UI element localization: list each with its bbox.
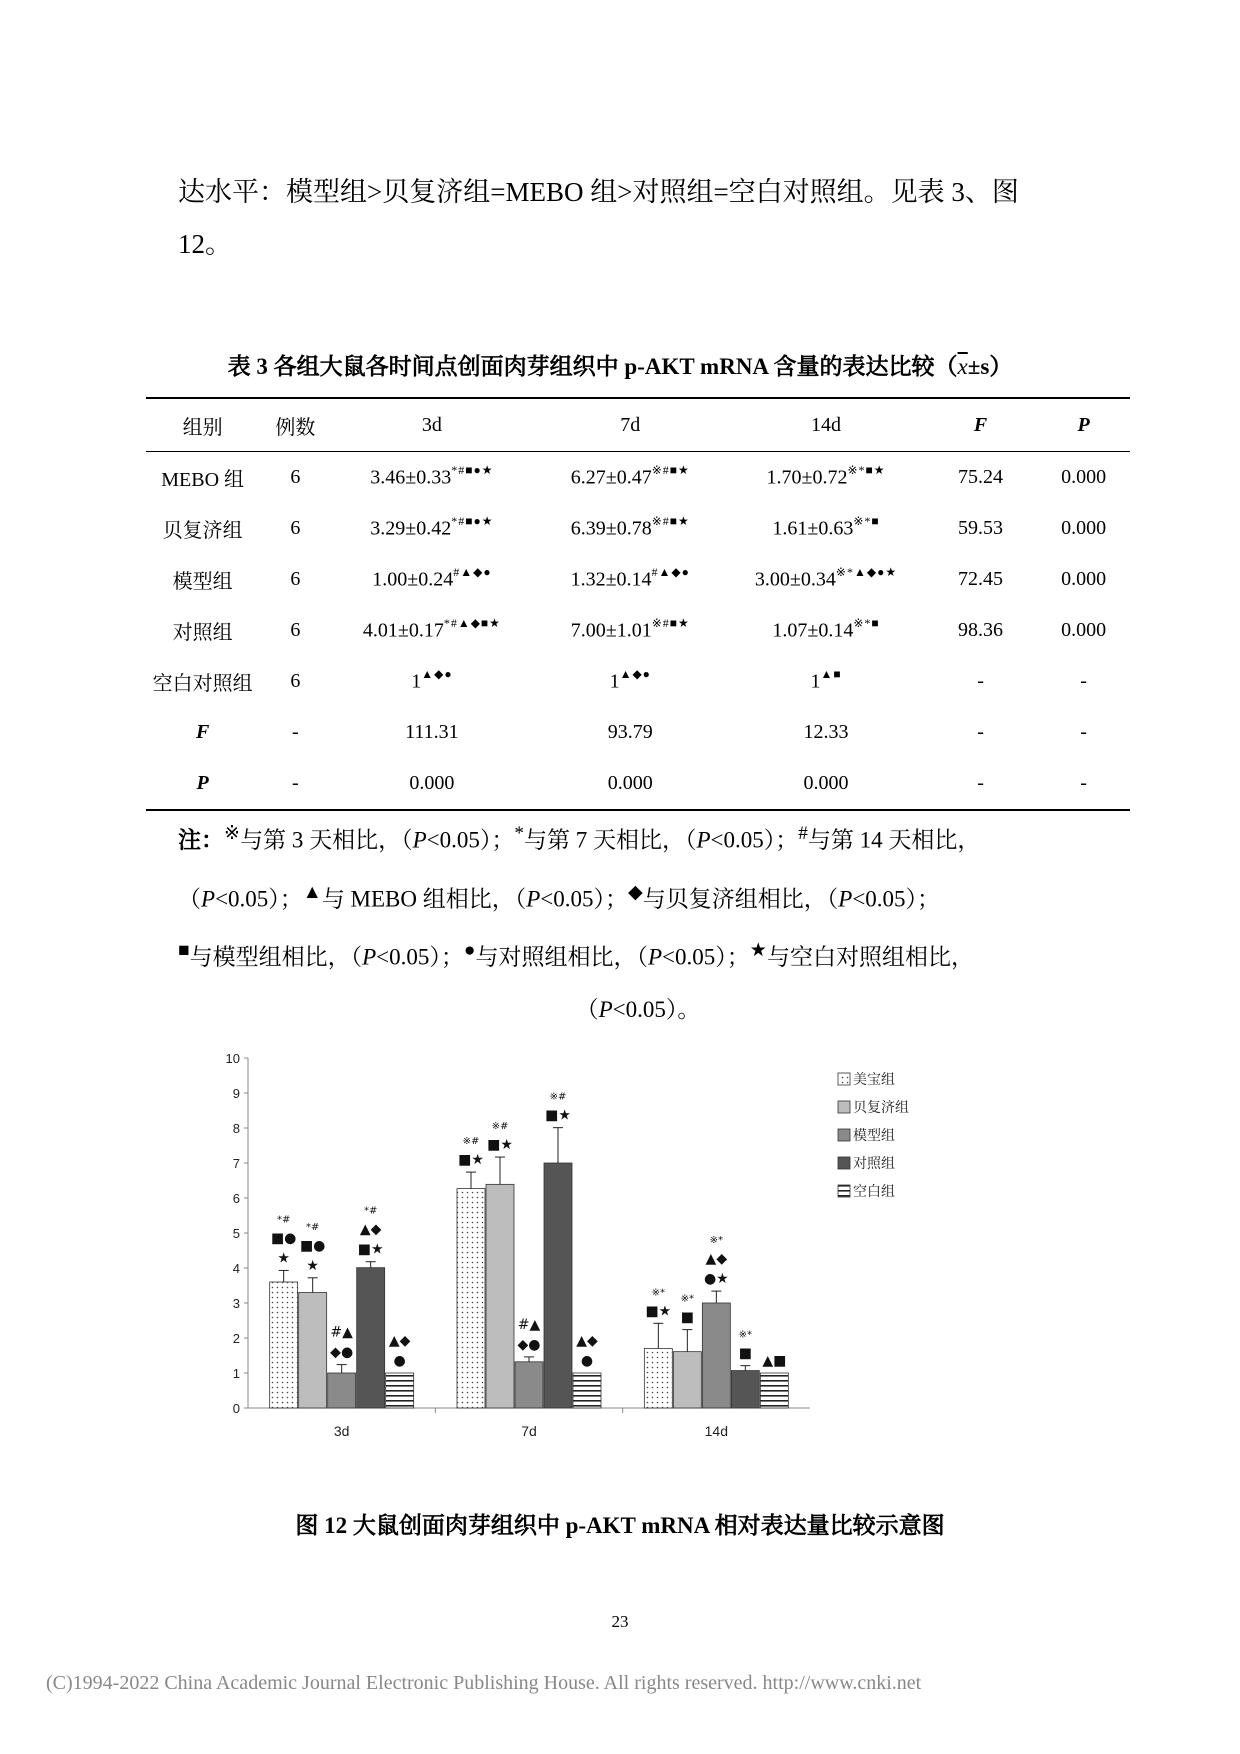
row-f-cell — [924, 707, 1037, 758]
row-group-cell — [146, 656, 259, 707]
row-count-value: - — [292, 721, 299, 743]
table-row — [146, 605, 1130, 656]
legend-swatch — [838, 1129, 850, 1141]
note-text: <0.05）； — [852, 886, 941, 912]
x-tick-label: 3d — [333, 1423, 350, 1439]
y-tick-label: 1 — [232, 1366, 240, 1381]
significance-label: *# — [363, 1205, 378, 1217]
significance-marks: ※#■★ — [651, 463, 690, 478]
y-tick-label: 2 — [232, 1331, 240, 1346]
significance-label: ■ — [680, 1309, 694, 1326]
bar — [386, 1373, 414, 1408]
note-line-1 — [178, 808, 1098, 867]
row-7d-cell — [532, 707, 728, 758]
row-group-cell — [146, 503, 259, 554]
row-p-value: 0.000 — [1061, 619, 1107, 641]
row-count-value: 6 — [290, 517, 301, 539]
row-p-value: - — [1080, 670, 1087, 692]
y-tick-label: 5 — [232, 1226, 240, 1241]
row-p-cell — [1037, 605, 1130, 656]
header-f: F — [924, 398, 1037, 452]
note-p: P — [647, 944, 663, 970]
row-7d-cell — [532, 554, 728, 605]
significance-marks: ▲◆● — [421, 667, 453, 682]
row-14d-cell — [728, 554, 924, 605]
significance-label: ◆● — [517, 1336, 541, 1353]
note-text: 与对照组相比，（ — [475, 944, 648, 970]
note-p: P — [598, 996, 613, 1022]
row-count-cell — [259, 452, 331, 504]
y-tick-label: 8 — [232, 1121, 240, 1136]
note-text: 与贝复济组相比，（ — [642, 886, 839, 912]
row-group-value: 模型组 — [172, 571, 233, 593]
significance-label: ▲◆ — [576, 1333, 598, 1349]
copyright-footer: (C)1994-2022 China Academic Journal Electronic Publishing House. All rights reserved. http://www.cnki.net — [46, 1672, 922, 1694]
bar — [299, 1293, 327, 1409]
row-3d-value: 111.31 — [405, 721, 459, 743]
significance-marks: #▲◆● — [651, 565, 690, 580]
figure-caption: 图 12 大鼠创面肉芽组织中 p-AKT mRNA 相对表达量比较示意图 — [295, 1513, 945, 1538]
table-title-prefix: 表 3 各组大鼠各时间点创面肉芽组织中 p-AKT mRNA 含量的表达比较（ — [227, 354, 958, 379]
row-f-value: 75.24 — [958, 466, 1004, 488]
bar — [457, 1189, 485, 1408]
note-p: P — [201, 886, 216, 912]
paragraph-line-1: 达水平：模型组>贝复济组=MEBO 组>对照组=空白对照组。见表 3、图 — [178, 177, 1019, 207]
table-row — [146, 758, 1130, 810]
row-7d-value: 0.000 — [607, 772, 653, 794]
note-symbol: * — [514, 823, 524, 844]
significance-marks: ※#■★ — [651, 616, 690, 631]
significance-label: ■ — [738, 1345, 752, 1362]
row-p-cell — [1037, 707, 1130, 758]
significance-marks: ▲◆● — [619, 667, 651, 682]
row-f-value: - — [977, 721, 984, 743]
row-14d-cell — [728, 656, 924, 707]
legend-label: 模型组 — [853, 1128, 895, 1144]
row-14d-cell — [728, 605, 924, 656]
legend-swatch — [838, 1185, 850, 1197]
row-3d-value: 1.00±0.24 — [372, 568, 454, 591]
row-3d-cell — [331, 503, 532, 554]
row-group-value: MEBO 组 — [161, 469, 245, 491]
legend-label: 对照组 — [853, 1156, 895, 1172]
row-14d-cell — [728, 503, 924, 554]
row-3d-cell — [331, 656, 532, 707]
y-tick-label: 6 — [232, 1191, 240, 1206]
note-p: P — [526, 886, 541, 912]
row-group-value: P — [196, 772, 209, 794]
x-tick-label: 7d — [521, 1423, 537, 1439]
row-group-cell — [146, 605, 259, 656]
row-14d-cell — [728, 707, 924, 758]
significance-label: ★ — [306, 1257, 319, 1274]
significance-marks: *#■●★ — [451, 514, 494, 529]
row-p-cell — [1037, 452, 1130, 504]
significance-label: ■★ — [458, 1152, 484, 1169]
note-symbol: ◆ — [628, 881, 643, 903]
row-3d-cell — [331, 707, 532, 758]
row-f-value: 59.53 — [958, 517, 1004, 539]
row-14d-value: 1.07±0.14 — [772, 619, 854, 642]
significance-label: ※* — [651, 1287, 666, 1299]
row-p-value: 0.000 — [1061, 517, 1107, 539]
significance-label: ※# — [462, 1136, 480, 1148]
note-p: P — [696, 827, 711, 853]
significance-marks: #▲◆● — [453, 565, 492, 580]
significance-label: #▲ — [330, 1324, 353, 1341]
row-group-cell — [146, 554, 259, 605]
row-p-cell — [1037, 503, 1130, 554]
legend-swatch — [838, 1101, 850, 1113]
legend-label: 美宝组 — [853, 1072, 895, 1088]
row-f-cell — [924, 452, 1037, 504]
significance-label: ※# — [491, 1121, 509, 1133]
note-text: <0.05）。 — [612, 996, 701, 1022]
table-title-xbar: $\overline{x}$ — [957, 354, 968, 379]
header-3d: 3d — [331, 398, 532, 452]
bar-chart — [220, 1050, 1020, 1500]
row-p-value: 0.000 — [1061, 568, 1107, 590]
y-tick-label: 9 — [232, 1086, 240, 1101]
bar — [515, 1362, 543, 1408]
row-p-value: - — [1080, 721, 1087, 743]
row-count-cell — [259, 656, 331, 707]
row-7d-value: 6.39±0.78 — [570, 517, 652, 540]
bar — [760, 1373, 788, 1408]
header-count: 例数 — [259, 398, 331, 452]
body-paragraph — [178, 166, 1098, 270]
note-text: 与第 7 天相比，（ — [523, 827, 697, 853]
row-f-value: 72.45 — [958, 568, 1004, 590]
row-3d-value: 3.46±0.33 — [370, 466, 452, 489]
significance-label: ■★ — [357, 1241, 384, 1258]
significance-marks: ※*■ — [853, 514, 880, 529]
table-title — [0, 348, 1240, 381]
significance-label: ▲◆ — [359, 1221, 382, 1238]
significance-label: ■● — [270, 1230, 297, 1247]
note-p: P — [838, 886, 853, 912]
page-number: 23 — [611, 1612, 629, 1631]
bar — [573, 1373, 601, 1408]
note-line-4 — [178, 984, 1098, 1036]
row-3d-cell — [331, 452, 532, 504]
row-p-cell — [1037, 758, 1130, 810]
bar — [644, 1349, 672, 1409]
row-14d-value: 1 — [810, 670, 821, 693]
row-f-value: 98.36 — [958, 619, 1004, 641]
bar — [270, 1282, 298, 1408]
significance-label: ◆● — [330, 1344, 354, 1361]
note-symbol: ■ — [178, 940, 190, 962]
bar — [328, 1373, 356, 1408]
row-count-cell — [259, 554, 331, 605]
note-text: <0.05）； — [710, 827, 799, 853]
row-count-cell — [259, 605, 331, 656]
row-count-value: 6 — [290, 670, 301, 692]
row-3d-cell — [331, 605, 532, 656]
significance-label: ※* — [709, 1235, 724, 1247]
significance-label: ● — [393, 1353, 406, 1369]
row-count-value: - — [292, 772, 299, 794]
row-group-cell — [146, 707, 259, 758]
significance-label: ▲■ — [762, 1353, 787, 1369]
y-tick-label: 7 — [232, 1156, 240, 1171]
header-14d: 14d — [728, 398, 924, 452]
note-label: 注： — [178, 827, 224, 853]
significance-label: ●★ — [703, 1271, 729, 1288]
row-7d-cell — [532, 452, 728, 504]
paragraph-line-2: 12。 — [178, 229, 232, 259]
significance-label: ▲◆ — [705, 1251, 728, 1268]
note-text: 与 MEBO 组相比，（ — [321, 886, 527, 912]
row-count-cell — [259, 707, 331, 758]
note-symbol: ※ — [224, 823, 241, 844]
significance-marks: ▲■ — [820, 667, 842, 682]
row-p-value: - — [1080, 772, 1087, 794]
table-row — [146, 707, 1130, 758]
row-count-cell — [259, 503, 331, 554]
row-f-cell — [924, 503, 1037, 554]
row-p-value: 0.000 — [1061, 466, 1107, 488]
bar — [731, 1371, 759, 1408]
table-row — [146, 503, 1130, 554]
row-count-cell — [259, 758, 331, 810]
significance-label: ※* — [680, 1293, 695, 1305]
note-text: 与模型组相比，（ — [189, 944, 363, 970]
row-f-cell — [924, 758, 1037, 810]
significance-label: ■★ — [645, 1303, 672, 1320]
row-group-value: 空白对照组 — [152, 673, 253, 695]
row-group-cell — [146, 452, 259, 504]
significance-marks: ※*■ — [853, 616, 880, 631]
significance-label: ★ — [277, 1250, 290, 1267]
table-row — [146, 452, 1130, 504]
significance-label: ※* — [738, 1329, 753, 1341]
row-7d-value: 93.79 — [607, 721, 653, 743]
row-p-cell — [1037, 656, 1130, 707]
row-14d-value: 1.70±0.72 — [766, 466, 848, 489]
x-tick-label: 14d — [704, 1423, 729, 1439]
significance-marks: ※*▲◆●★ — [835, 565, 898, 580]
note-p: P — [362, 944, 377, 970]
row-7d-cell — [532, 605, 728, 656]
significance-marks: ※#■★ — [651, 514, 690, 529]
note-line-2 — [178, 867, 1098, 926]
bar — [357, 1268, 385, 1408]
data-table — [146, 397, 1130, 811]
row-14d-value: 0.000 — [803, 772, 849, 794]
row-7d-value: 6.27±0.47 — [570, 466, 652, 489]
legend-swatch — [838, 1073, 850, 1085]
table-note — [178, 808, 1098, 1036]
row-14d-value: 12.33 — [803, 721, 849, 743]
header-7d: 7d — [532, 398, 728, 452]
row-7d-cell — [532, 656, 728, 707]
row-group-value: F — [195, 721, 210, 743]
y-tick-label: 3 — [232, 1296, 240, 1311]
bar — [544, 1163, 572, 1408]
row-3d-value: 0.000 — [409, 772, 455, 794]
note-line-3 — [178, 925, 1098, 984]
note-symbol: # — [798, 823, 808, 844]
significance-marks: *#■●★ — [451, 463, 494, 478]
row-p-cell — [1037, 554, 1130, 605]
significance-label: ■★ — [487, 1137, 513, 1154]
row-3d-value: 1 — [411, 670, 422, 693]
row-7d-cell — [532, 503, 728, 554]
row-7d-cell — [532, 758, 728, 810]
significance-marks: *#▲◆■★ — [443, 616, 501, 631]
significance-label: ■● — [299, 1237, 326, 1254]
table-title-suffix: ±s） — [967, 354, 1013, 379]
note-text: （ — [178, 886, 201, 912]
significance-label: *# — [276, 1214, 291, 1226]
row-3d-value: 3.29±0.42 — [370, 517, 452, 540]
bar — [702, 1303, 730, 1408]
row-3d-cell — [331, 554, 532, 605]
note-symbol: ★ — [749, 940, 767, 962]
significance-label: ● — [580, 1353, 594, 1369]
row-7d-value: 7.00±1.01 — [570, 619, 652, 642]
significance-label: #▲ — [517, 1316, 541, 1333]
row-14d-value: 1.61±0.63 — [772, 517, 854, 540]
y-tick-label: 0 — [232, 1401, 240, 1416]
row-f-cell — [924, 554, 1037, 605]
significance-label: ※# — [549, 1091, 567, 1103]
note-text: 与第 14 天相比， — [807, 827, 981, 853]
note-text: <0.05）； — [215, 886, 303, 912]
row-14d-cell — [728, 758, 924, 810]
row-group-cell — [146, 758, 259, 810]
row-count-value: 6 — [290, 619, 301, 641]
legend-label: 贝复济组 — [853, 1100, 909, 1116]
note-text: （ — [575, 996, 599, 1022]
table-header-row — [146, 398, 1130, 452]
note-symbol: ● — [463, 940, 476, 962]
y-tick-label: 4 — [232, 1261, 240, 1276]
row-14d-value: 3.00±0.34 — [754, 568, 836, 591]
note-p: P — [412, 827, 427, 853]
header-group: 组别 — [146, 398, 259, 452]
note-text: <0.05）； — [540, 886, 629, 912]
note-symbol: ▲ — [302, 881, 322, 903]
bar — [673, 1352, 701, 1408]
row-f-value: - — [977, 772, 984, 794]
y-tick-label: 10 — [225, 1051, 240, 1066]
note-text: 与第 3 天相比，（ — [240, 827, 413, 853]
significance-label: ▲◆ — [388, 1333, 411, 1349]
row-f-cell — [924, 605, 1037, 656]
significance-label: *# — [305, 1221, 320, 1233]
note-text: <0.05）； — [376, 944, 464, 970]
significance-marks: ※*■★ — [847, 463, 886, 478]
table-row — [146, 656, 1130, 707]
row-count-value: 6 — [290, 568, 301, 590]
row-f-value: - — [977, 670, 984, 692]
row-3d-value: 4.01±0.17 — [362, 619, 444, 642]
row-f-cell — [924, 656, 1037, 707]
row-7d-value: 1 — [609, 670, 620, 693]
row-count-value: 6 — [290, 466, 301, 488]
significance-label: ■★ — [545, 1107, 571, 1124]
note-text: 与空白对照组相比， — [766, 944, 974, 970]
note-text: <0.05）； — [662, 944, 750, 970]
legend-label: 空白组 — [853, 1184, 895, 1200]
row-group-value: 对照组 — [172, 622, 233, 644]
row-14d-cell — [728, 452, 924, 504]
row-group-value: 贝复济组 — [162, 520, 243, 542]
bar — [486, 1184, 514, 1408]
legend-swatch — [838, 1157, 850, 1169]
row-3d-cell — [331, 758, 532, 810]
row-7d-value: 1.32±0.14 — [570, 568, 652, 591]
table-row — [146, 554, 1130, 605]
header-p: P — [1037, 398, 1130, 452]
note-text: <0.05）； — [426, 827, 515, 853]
